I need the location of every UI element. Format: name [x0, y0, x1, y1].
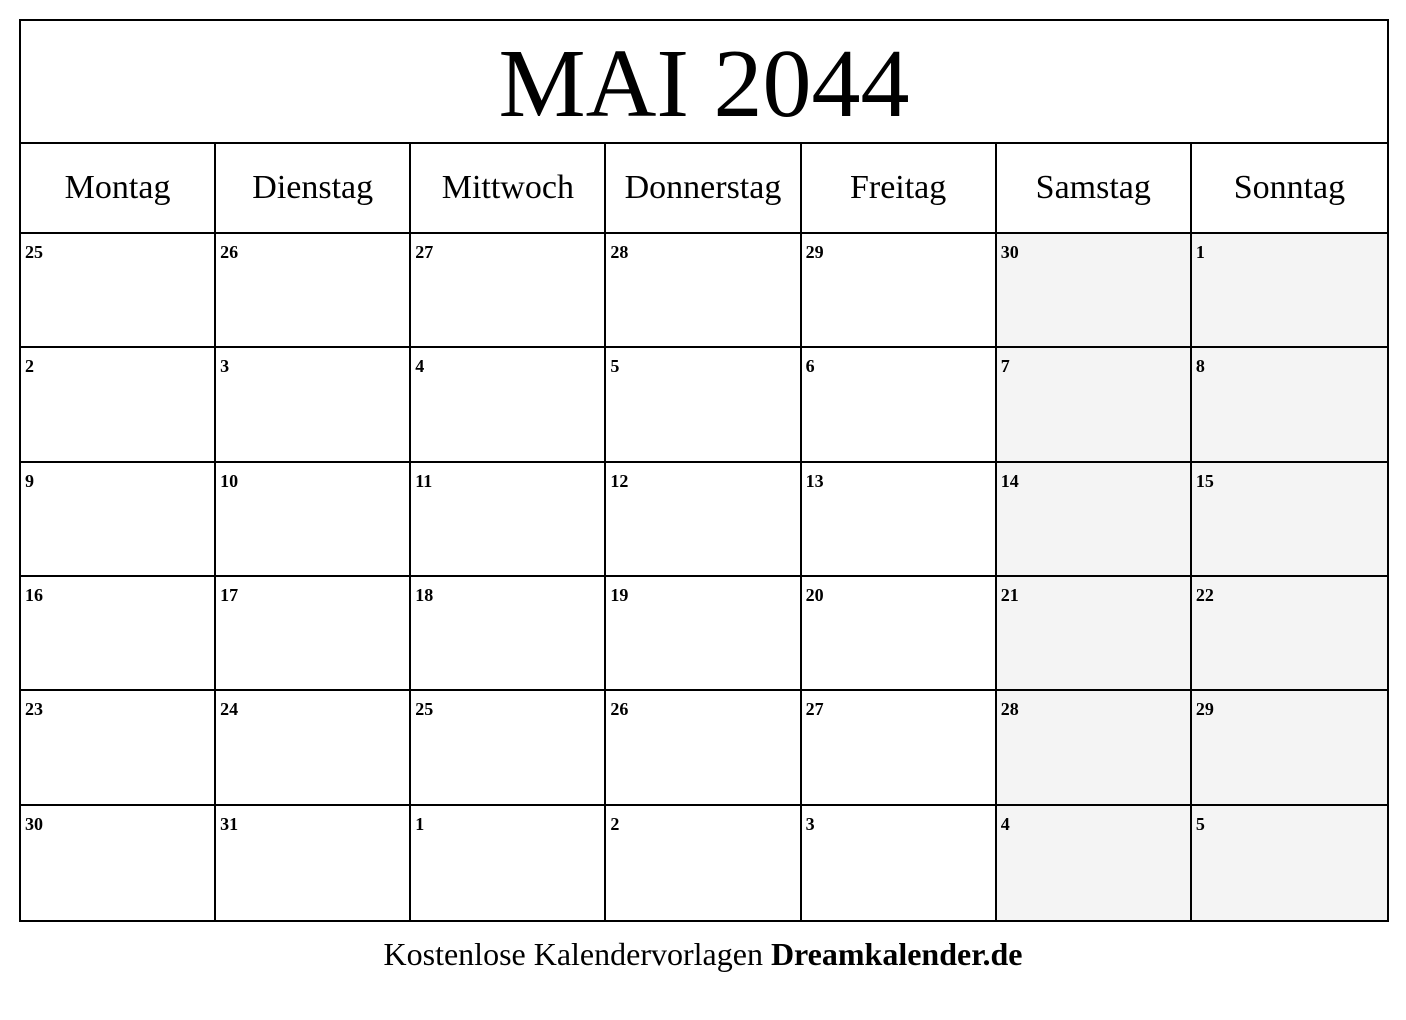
weekday-wednesday: Mittwoch [411, 144, 606, 232]
day-number: 4 [415, 356, 425, 377]
title-bar [21, 21, 1387, 144]
weekday-monday: Montag [21, 144, 216, 232]
day-cell[interactable] [1192, 806, 1387, 920]
day-cell[interactable] [606, 577, 801, 691]
day-number: 1 [1195, 242, 1205, 262]
day-cell[interactable] [216, 463, 411, 577]
day-number: 31 [220, 813, 239, 834]
day-cell[interactable] [21, 234, 216, 348]
day-cell[interactable] [606, 806, 801, 920]
day-number: 8 [1195, 356, 1205, 377]
day-number: 30 [1000, 242, 1019, 262]
day-cell[interactable] [802, 348, 997, 462]
day-cell[interactable] [1192, 577, 1387, 691]
day-number: 24 [220, 699, 239, 720]
day-number: 29 [1195, 699, 1214, 720]
day-number: 13 [805, 470, 824, 491]
day-cell[interactable] [802, 691, 997, 805]
day-number: 23 [25, 699, 43, 720]
day-number: 20 [805, 585, 824, 605]
day-number: 28 [610, 242, 629, 262]
day-cell[interactable] [802, 234, 997, 348]
day-number: 28 [1000, 699, 1019, 720]
day-cell[interactable] [997, 806, 1192, 920]
day-cell[interactable] [21, 691, 216, 805]
weekday-thursday: Donnerstag [606, 144, 801, 232]
footer-text: Kostenlose Kalendervorlagen [383, 936, 763, 972]
day-number: 11 [415, 470, 433, 491]
day-cell[interactable] [216, 691, 411, 805]
day-number: 4 [1000, 813, 1010, 834]
day-number: 2 [25, 356, 34, 377]
day-cell[interactable] [411, 348, 606, 462]
day-number: 17 [220, 585, 239, 605]
day-number: 5 [1195, 813, 1205, 834]
day-cell[interactable] [216, 234, 411, 348]
day-number: 19 [610, 585, 629, 605]
weekday-friday: Freitag [802, 144, 997, 232]
day-number: 12 [610, 470, 629, 491]
day-cell[interactable] [997, 234, 1192, 348]
day-cell[interactable] [411, 463, 606, 577]
day-cell[interactable] [606, 234, 801, 348]
footer [0, 936, 1406, 973]
day-number: 25 [415, 699, 434, 720]
day-cell[interactable] [411, 234, 606, 348]
weekday-header-row [21, 144, 1387, 234]
day-number: 21 [1000, 585, 1019, 605]
day-number: 26 [610, 699, 629, 720]
day-cell[interactable] [411, 691, 606, 805]
weekday-sunday: Sonntag [1233, 169, 1346, 206]
day-number: 15 [1195, 470, 1214, 491]
calendar [19, 19, 1389, 922]
day-cell[interactable] [1192, 691, 1387, 805]
day-cell[interactable] [997, 577, 1192, 691]
day-number: 22 [1195, 585, 1214, 605]
day-cell[interactable] [216, 806, 411, 920]
day-cell[interactable] [606, 691, 801, 805]
day-cell[interactable] [606, 463, 801, 577]
weekday-tuesday: Dienstag [216, 144, 411, 232]
day-cell[interactable] [1192, 463, 1387, 577]
day-cell[interactable] [802, 577, 997, 691]
day-number: 27 [415, 242, 434, 262]
day-number: 9 [25, 470, 34, 491]
day-number: 7 [1000, 356, 1010, 377]
day-cell[interactable] [802, 806, 997, 920]
day-number: 27 [805, 699, 824, 720]
day-number: 29 [805, 242, 824, 262]
day-cell[interactable] [1192, 348, 1387, 462]
day-cell[interactable] [21, 348, 216, 462]
day-number: 16 [25, 585, 43, 605]
day-number: 3 [220, 356, 230, 377]
day-cell[interactable] [997, 348, 1192, 462]
day-number: 3 [805, 813, 815, 834]
day-number: 18 [415, 585, 434, 605]
weekday-saturday: Samstag [997, 144, 1192, 232]
day-cell[interactable] [216, 348, 411, 462]
day-cell[interactable] [802, 463, 997, 577]
day-number: 30 [25, 813, 43, 834]
day-cell[interactable] [21, 577, 216, 691]
day-number: 25 [25, 242, 43, 262]
day-number: 6 [805, 356, 815, 377]
day-cell[interactable] [606, 348, 801, 462]
day-cell[interactable] [997, 691, 1192, 805]
day-cell[interactable] [21, 806, 216, 920]
day-cell[interactable] [997, 463, 1192, 577]
day-cell[interactable] [411, 806, 606, 920]
day-number: 10 [220, 470, 239, 491]
day-number: 1 [415, 813, 425, 834]
day-number: 2 [610, 813, 620, 834]
day-cell[interactable] [21, 463, 216, 577]
day-cell[interactable] [216, 577, 411, 691]
day-number: 26 [220, 242, 239, 262]
day-cell[interactable] [411, 577, 606, 691]
footer-brand-link[interactable]: Dreamkalender.de [770, 936, 1023, 972]
day-number: 14 [1000, 470, 1019, 491]
day-number: 5 [610, 356, 620, 377]
day-cell[interactable] [1192, 234, 1387, 348]
day-grid [21, 234, 1387, 920]
calendar-title: MAI 2044 [498, 29, 910, 138]
